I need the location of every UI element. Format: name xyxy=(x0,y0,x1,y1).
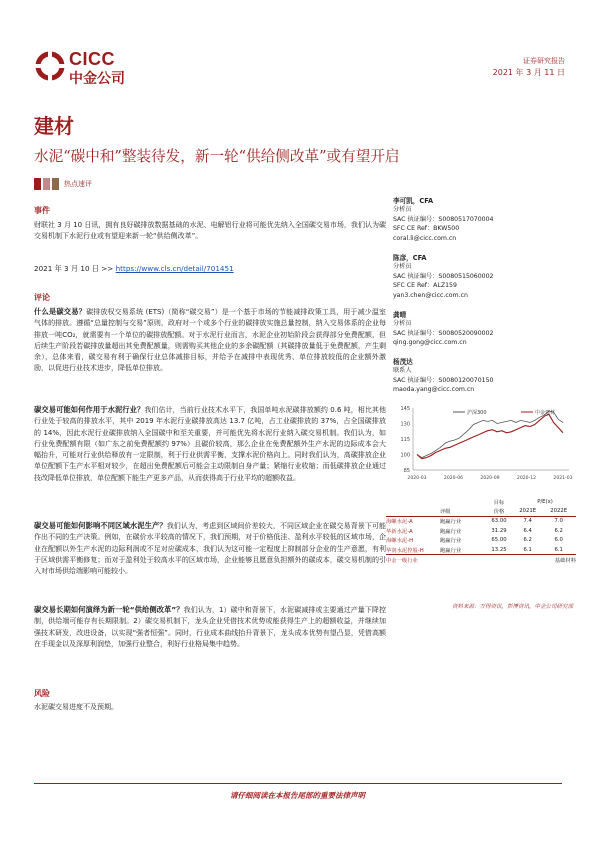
stock-name: 海螺水泥-H xyxy=(386,538,414,545)
analyst-sac: SAC 执证编号：S0080515060002 xyxy=(393,272,494,280)
legend-label: 中金建材 xyxy=(535,410,556,416)
legend-label: 沪深300 xyxy=(467,410,487,416)
target-price: 65.00 xyxy=(491,537,507,544)
rating-table xyxy=(386,497,576,564)
table-row xyxy=(386,516,576,526)
analyst-name: 李可凯，CFA xyxy=(393,197,434,205)
cicc-logo xyxy=(34,50,154,86)
analyst-name: 陈彦，CFA xyxy=(393,254,427,262)
event-link[interactable]: https://www.cls.cn/detail/701451 xyxy=(115,264,234,273)
pe-2021e: 6.2 xyxy=(523,537,532,544)
comment-para-2 xyxy=(34,404,386,484)
analyst-sfc: SFC CE Ref：BKW500 xyxy=(393,225,460,233)
pe-2021e: 7.4 xyxy=(523,518,532,525)
analyst-email[interactable]: maoda.yang@cicc.com.cn xyxy=(393,386,475,394)
report-type: 证券研究报告 xyxy=(523,57,565,65)
y-tick-label: 145 xyxy=(400,405,410,412)
analyst-name: 杨茂达 xyxy=(393,358,413,366)
footer-rule xyxy=(34,783,562,784)
analyst-4 xyxy=(393,356,573,403)
data-sources: 资料来源：万得资讯，彭博资讯，中金公司研究部 xyxy=(451,604,573,610)
table-header-cell: 目标 xyxy=(493,499,505,506)
event-date: 2021 年 3 月 10 日 >> xyxy=(34,264,114,273)
table-row xyxy=(386,535,576,545)
stock-rating: 跑赢行业 xyxy=(440,538,462,545)
pe-2022e: 7.0 xyxy=(554,518,563,525)
pe-2021e: 6.4 xyxy=(523,527,532,534)
table-header-cell xyxy=(440,497,484,507)
analyst-role: 联系人 xyxy=(393,367,412,374)
pe-2022e: 6.2 xyxy=(554,527,563,534)
table-header-cell: 评级 xyxy=(440,509,451,516)
risk-heading: 风险 xyxy=(34,689,50,698)
stock-rating: 跑赢行业 xyxy=(440,519,462,526)
analyst-panel xyxy=(393,195,573,403)
comment-heading: 评论 xyxy=(34,293,50,302)
target-price: 13.25 xyxy=(491,546,507,553)
tag-label: 热点速评 xyxy=(64,180,92,188)
comment-para-2-title: 碳交易可能如何作用于水泥行业？ xyxy=(34,405,145,414)
comment-para-4 xyxy=(34,604,386,650)
table-header-cell: 2021E xyxy=(519,508,537,515)
event-text: 财联社 3 月 10 日讯，拥有良好碳排放数据基础的水泥、电解铝行业将可能优先纳入全国碳交易市场，我们认为碳交易机制下水泥行业或有望迎来新一轮“供给侧改革”。 xyxy=(34,221,386,241)
pe-2022e: 6.0 xyxy=(554,537,563,544)
y-tick-label: 130 xyxy=(400,421,410,428)
table-row xyxy=(386,526,576,536)
table-header-top xyxy=(386,497,576,507)
analyst-role: 分析员 xyxy=(393,206,412,213)
comment-para-4-text: 我们认为，1）碳中和背景下，水泥碳减排或主要通过产量下降控制，供给端可能存有长期限制。2）碳交易机制下，龙头企业凭借技术优势或能获得生产上的超额收益，并继续加强技术研发，改进设备，以实现“强者恒强”。同时，行业成本曲线抬升背景下，龙头成本优势有望凸显，凭借高额在手现金以及深厚利润垫，加强行业整合，利好行业格局集中趋势。 xyxy=(34,606,387,648)
table-header-cell: 2022E xyxy=(550,508,568,515)
analyst-sfc: SFC CE Ref：ALZ159 xyxy=(393,282,457,290)
analyst-3 xyxy=(393,309,573,356)
analyst-email[interactable]: coral.li@cicc.com.cn xyxy=(393,234,457,242)
comment-para-2-text: 我们估计，当前行业技术水平下，我国单吨水泥碳排放额约 0.6 吨，相比其他行业处于较高的排放水平，其中 2019 年水泥行业碳排放高达 13.7 亿吨，占工业碳排放的 37%，占全国碳排放的 14%，因此水泥行业碳排放纳入全国碳中和至关重要，并可能优先将水泥行业纳入碳交易机制。我们认为，如行业免费配额有限（如广东之前免费配额约 97%）且碳价较高，那么企业在免费配额外生产水泥的边际成本会大幅抬升，可能对行业供给释放有一定限制，利于行业供需平衡，支撑水泥价格向上。同时我们认为，高碳排放企业单位配额下生产水平相对较少，在超出免费配额后可能会主动限制自身产量；紧缩行业收缩；而低碳排放企业通过技改降低单位排放，单位配额下能生产更多产品，从而获得高于行业平均的超额收益。 xyxy=(34,406,386,482)
event-heading: 事件 xyxy=(34,206,50,215)
industry-label: 中金一级行业 xyxy=(386,557,418,564)
stock-rating: 跑赢行业 xyxy=(440,528,462,535)
table-header-cell xyxy=(386,497,440,507)
analyst-sac: SAC 执证编号：S0080517070004 xyxy=(393,215,494,223)
stock-name: 海螺水泥-A xyxy=(386,519,413,526)
analyst-sac: SAC 执证编号：S0080120070150 xyxy=(393,376,494,384)
analyst-role: 分析员 xyxy=(393,320,412,327)
stock-name: 华新水泥-A xyxy=(386,528,413,535)
x-tick-label: 2021-03 xyxy=(553,476,573,481)
risk-text: 水泥碳交易进度不及预期。 xyxy=(34,703,118,711)
event-source xyxy=(34,264,234,274)
target-price: 31.29 xyxy=(491,527,507,534)
analyst-sac: SAC 执证编号：S0080520090002 xyxy=(393,329,494,337)
y-tick-label: 115 xyxy=(400,436,410,443)
table-header-cell xyxy=(386,507,440,517)
x-tick-label: 2020-12 xyxy=(516,476,537,481)
industry-value: 基础材料 xyxy=(554,557,576,564)
analyst-1 xyxy=(393,195,573,252)
x-tick-label: 2020-06 xyxy=(443,476,464,481)
comment-para-3 xyxy=(34,520,386,577)
analyst-name: 龚晴 xyxy=(393,311,407,319)
legal-disclaimer: 请仔细阅读在本报告尾部的重要法律声明 xyxy=(230,791,365,800)
rating-table-wrapper xyxy=(386,497,576,564)
comment-para-4-title: 碳交易长期如何演绎为新一轮“供给侧改革”？ xyxy=(34,605,184,614)
comment-para-3-text: 我们认为，考虑到区域间价差较大，不同区域企业在碳交易背景下可能作出不同的生产决策。例如，在碳价水平较高的情况下，我们预期，对于价格低洼、盈利水平较低的区域市场，企业在配额以外生产水泥的边际利润或不足对应碳成本，我们认为这可能一定程度上抑制部分企业的生产意愿，有利于区域供需平衡修复；而对于盈利处于较高水平的区域市场，企业能够且愿意负担额外的碳成本，碳交易机制的引入对市场供给端影响可能较小。 xyxy=(34,522,387,576)
stock-name: 华润水泥控股-H xyxy=(386,547,424,554)
comment-para-1-title: 什么是碳交易？ xyxy=(34,307,87,316)
table-header-cell: 价格 xyxy=(493,509,505,516)
price-performance-chart xyxy=(393,402,573,486)
analyst-role: 分析员 xyxy=(393,263,412,270)
report-headline: 水泥“碳中和”整装待发，新一轮“供给侧改革”或有望开启 xyxy=(34,148,400,165)
x-tick-label: 2020-09 xyxy=(480,476,500,481)
tag-marker xyxy=(34,178,60,190)
stock-rating: 跑赢行业 xyxy=(440,547,462,554)
comment-para-1-text: 碳排放权交易系统 (ETS)（简称“碳交易”）是一个基于市场的节能减排政策工具，用于减少温室气体的排放。遵循“总量控制与交易”原则，政府对一个或多个行业的碳排放实施总量控制，纳入交易体系的企业每排放一吨CO₂，就需要有一个单位的碳排放配额。对于水泥行业而言，水泥企业初始阶段会获得部分免费配额，但后续生产阶段若碳排放量超出其免费配额量，则需购买其他企业的多余碳配额（其碳排放量低于免费配额，产生剩余），总体来看，碳交易有利于确保行业总体减排目标，并给予在减排中表现优秀、单位排放较低的企业额外激励，以促进行业技术进步，降低单位排放。 xyxy=(34,308,386,373)
target-price: 63.00 xyxy=(491,518,507,525)
table-header-cell: P/E(x) xyxy=(537,498,553,505)
comment-para-3-title: 碳交易可能如何影响不同区域水泥生产？ xyxy=(34,521,167,530)
analyst-email[interactable]: qing.gong@cicc.com.cn xyxy=(393,339,467,347)
logo-text-cn: 中金公司 xyxy=(69,71,125,87)
report-date: 2021 年 3 月 11 日 xyxy=(492,68,565,77)
y-tick-label: 100 xyxy=(400,452,410,459)
y-tick-label: 85 xyxy=(403,467,410,474)
logo-text-en: CICC xyxy=(69,49,115,69)
analyst-2 xyxy=(393,252,573,309)
logo-mark-icon xyxy=(34,50,66,82)
pe-2022e: 6.1 xyxy=(554,546,563,553)
table-header xyxy=(386,507,576,517)
x-tick-label: 2020-03 xyxy=(407,476,427,481)
analyst-email[interactable]: yan3.chen@cicc.com.cn xyxy=(393,291,468,299)
comment-para-1 xyxy=(34,306,386,375)
table-footer-row xyxy=(386,555,576,565)
sector-title: 建材 xyxy=(34,114,74,138)
table-row xyxy=(386,545,576,555)
pe-2021e: 6.1 xyxy=(523,546,532,553)
